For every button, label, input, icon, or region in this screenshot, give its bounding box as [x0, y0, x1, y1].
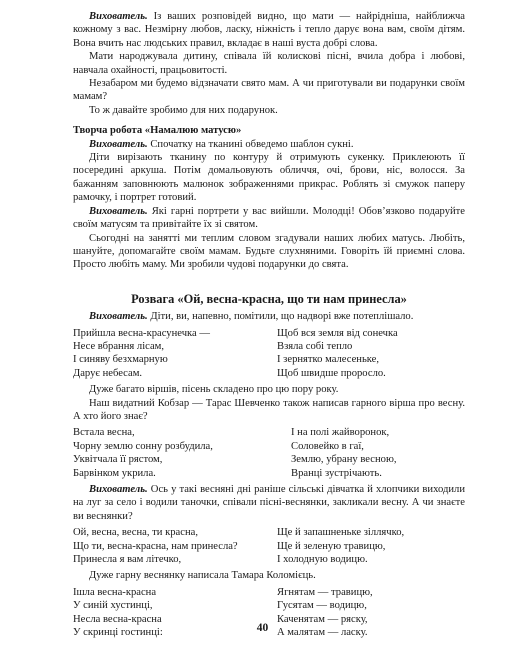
poem-line: Встала весна,: [73, 427, 135, 439]
paragraph-text: Із ваших розповідей видно, що мати — найрідніша, найближча кожному з вас. Незмірну любов, ласку, ніжність і тепло дарує вона вам, своїм дітям. Вона вчить нас людських правил, вкладає в наші вуста добрі слова.: [73, 11, 465, 49]
paragraph: [73, 205, 465, 232]
paragraph-text: Діти, ви, напевно, помітили, що надворі вже потеплішало.: [147, 311, 414, 323]
paragraph: [73, 151, 465, 205]
speaker-label: Вихователь.: [89, 205, 148, 217]
poem-column-left: [73, 426, 261, 480]
poem-line: І зернятко малесеньке,: [277, 354, 380, 366]
poem-line: Щоб вся земля від сонечка: [277, 327, 398, 339]
poem-line: Чорну землю сонну розбудила,: [73, 440, 213, 452]
poem-line: Несла весна-красна: [73, 613, 162, 625]
poem-line: Ще й запашненьке зіллячко,: [277, 527, 405, 539]
paragraph: [73, 383, 465, 396]
poem-line: Каченятам — ряску,: [277, 613, 368, 625]
poem-line: У синій хустинці,: [73, 600, 153, 612]
poem-line: І синяву безхмарную: [73, 354, 168, 366]
craft-paragraphs: [73, 138, 465, 272]
speaker-label: Вихователь.: [89, 484, 148, 495]
poem-line: У скринці гостинці:: [73, 627, 163, 639]
paragraph-text: Мати народжувала дитину, співала їй колискові пісні, вчила добра і любові, навчала охайності, працьовитості.: [73, 51, 465, 76]
poem-line: Дарує небесам.: [73, 367, 143, 379]
poem-spring-beauty: [73, 327, 465, 381]
poem-line: І на полі жайворонок,: [291, 427, 390, 439]
paragraph-text: Дуже гарну веснянку написала Тамара Коломієць.: [89, 570, 316, 582]
poem-line: Ще й зеленую травицю,: [277, 540, 386, 552]
poem-line: Прийшла весна-красунечка —: [73, 327, 210, 339]
poem-line: Землю, убрану весною,: [291, 454, 397, 466]
kobzar-paragraphs: [73, 383, 465, 423]
speaker-label: Вихователь.: [89, 311, 148, 323]
paragraph-text: Які гарні портрети у вас вийшли. Молодці! Обов’язково подаруйте своїм матусям та привітайте їх зі святом.: [73, 205, 465, 231]
entertainment-intro: [73, 310, 465, 323]
paragraph: [73, 77, 465, 104]
poem-line: Принесла я вам літечко,: [73, 554, 182, 566]
poem-column-right: [277, 426, 465, 480]
poem-line: Гусятам — водицю,: [277, 600, 367, 612]
paragraph: [73, 138, 465, 151]
paragraph: [73, 104, 465, 117]
poem-line: Що ти, весна-красна, нам принесла?: [73, 540, 238, 552]
paragraph-text: Незабаром ми будемо відзначати свято мам. А чи приготували ви подарунки своїм мамам?: [73, 78, 465, 103]
poem-line: Барвінком укрила.: [73, 467, 156, 479]
paragraph: [73, 483, 465, 523]
speaker-label: Вихователь.: [89, 138, 148, 150]
paragraph: [73, 310, 465, 323]
page-number: 40: [256, 622, 269, 634]
poem-line: Несе вбрання лісам,: [73, 340, 165, 352]
kolomiets-paragraph: [73, 569, 465, 582]
poem-column-right: [277, 526, 465, 566]
poem-line: Уквітчала її рястом,: [73, 454, 163, 466]
poem-line: Ягнятам — травицю,: [277, 586, 373, 598]
poem-line: Соловейко в гаї,: [291, 440, 364, 452]
poem-line: Ой, весна, весна, ти красна,: [73, 527, 198, 539]
poem-line: А малятам — ласку.: [277, 627, 368, 639]
paragraph: [73, 569, 465, 582]
paragraph: [73, 397, 465, 424]
section-heading: Творча робота «Намалюю матусю»: [73, 125, 242, 137]
paragraph-text: Сьогодні на занятті ми теплим словом згадували наших любих матусь. Любіть, шануйте, допомагайте своїм мамам. Будьте слухняними. Говоріть їй приємні слова. Просто любіть маму. Ми зробили чудові подарунки до свята.: [73, 232, 465, 271]
poem-column-left: [73, 526, 261, 566]
poem-column-left: [73, 327, 261, 381]
paragraph-text: Наш видатний Кобзар — Тарас Шевченко також написав гарного вірша про весну. А хто його знає?: [73, 397, 465, 422]
paragraph-text: То ж давайте зробимо для них подарунок.: [89, 104, 278, 116]
paragraph: [73, 50, 465, 77]
paragraph-text: Дуже багато віршів, пісень складено про цю пору року.: [89, 384, 339, 396]
poem-shevchenko: [73, 426, 465, 480]
speaker-label: Вихователь.: [89, 11, 148, 22]
vesnianky-paragraph: [73, 483, 465, 523]
poem-vesnianka: [73, 526, 465, 566]
paragraph-text: Ось у такі весняні дні раніше сільські дівчатка й хлопчики виходили на луг за село і водили таночки, співали пісні-веснянки, закликали весну. А чи знаєте ви веснянки?: [73, 484, 465, 522]
entertainment-title: Розвага «Ой, весна-красна, що ти нам принесла»: [131, 291, 407, 306]
poem-line: Вранці зустрічають.: [291, 467, 382, 479]
poem-column-right: [277, 327, 465, 381]
poem-line: І холодную водицю.: [277, 554, 368, 566]
poem-line: Взяла собі тепло: [277, 340, 353, 352]
intro-paragraphs: [73, 10, 465, 117]
paragraph-text: Спочатку на тканині обведемо шаблон сукні.: [147, 138, 354, 150]
poem-line: Щоб швидше проросло.: [277, 367, 386, 379]
paragraph: [73, 232, 465, 272]
paragraph-text: Діти вирізають тканину по контуру й отримують сукенку. Приклеюють її посередині аркуша. Потім домальовують обличчя, очі, брови, ніс, волосся. За бажанням заповнюють малюнок зображеннями прикрас. Роблять зі смужок паперу рамочку, і портрет готовий.: [73, 152, 465, 204]
paragraph: [73, 10, 465, 50]
poem-line: Ішла весна-красна: [73, 586, 157, 598]
